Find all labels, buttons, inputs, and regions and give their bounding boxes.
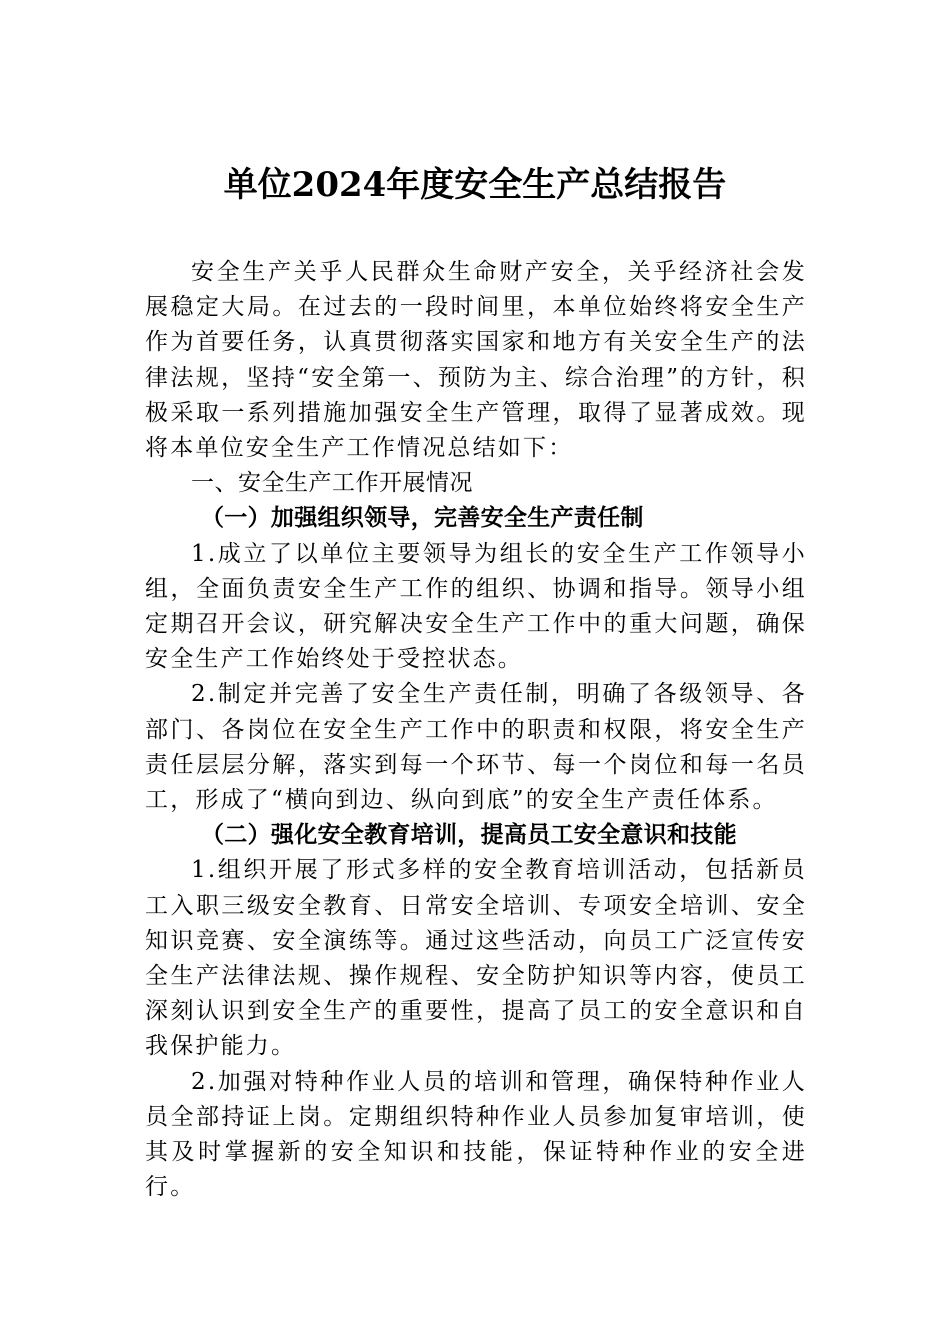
paragraph-1-2: 2.制定并完善了安全生产责任制，明确了各级领导、各部门、各岗位在安全生产工作中的职责和权限，将安全生产责任层层分解，落实到每一个环节、每一个岗位和每一名员工，形成了“横向到边、纵向到底”的安全生产责任体系。 (145, 681, 807, 814)
subsection-heading-2: （二）强化安全教育培训，提高员工安全意识和技能 (201, 822, 737, 849)
paragraph-2-2: 2.加强对特种作业人员的培训和管理，确保特种作业人员全部持证上岗。定期组织特种作业人员参加复审培训，使其及时掌握新的安全知识和技能，保证特种作业的安全进行。 (145, 1068, 807, 1201)
subsection-heading-1: （一）加强组织领导，完善安全生产责任制 (201, 505, 644, 532)
paragraph-2-1: 1.组织开展了形式多样的安全教育培训活动，包括新员工入职三级安全教育、日常安全培训、专项安全培训、安全知识竞赛、安全演练等。通过这些活动，向员工广泛宣传安全生产法律法规、操作规程、安全防护知识等内容，使员工深刻认识到安全生产的重要性，提高了员工的安全意识和自我保护能力。 (145, 857, 807, 1060)
paragraph-1-1: 1.成立了以单位主要领导为组长的安全生产工作领导小组，全面负责安全生产工作的组织、协调和指导。领导小组定期召开会议，研究解决安全生产工作中的重大问题，确保安全生产工作始终处于受控状态。 (145, 540, 807, 673)
intro-paragraph: 安全生产关乎人民群众生命财产安全，关乎经济社会发展稳定大局。在过去的一段时间里，本单位始终将安全生产作为首要任务，认真贯彻落实国家和地方有关安全生产的法律法规，坚持“安全第一、预防为主、综合治理”的方针，积极采取一系列措施加强安全生产管理，取得了显著成效。现将本单位安全生产工作情况总结如下： (145, 259, 807, 462)
document-title: 单位2024年度安全生产总结报告 (223, 165, 727, 205)
section-heading-1: 一、安全生产工作开展情况 (191, 470, 473, 497)
document-body (145, 255, 807, 1205)
